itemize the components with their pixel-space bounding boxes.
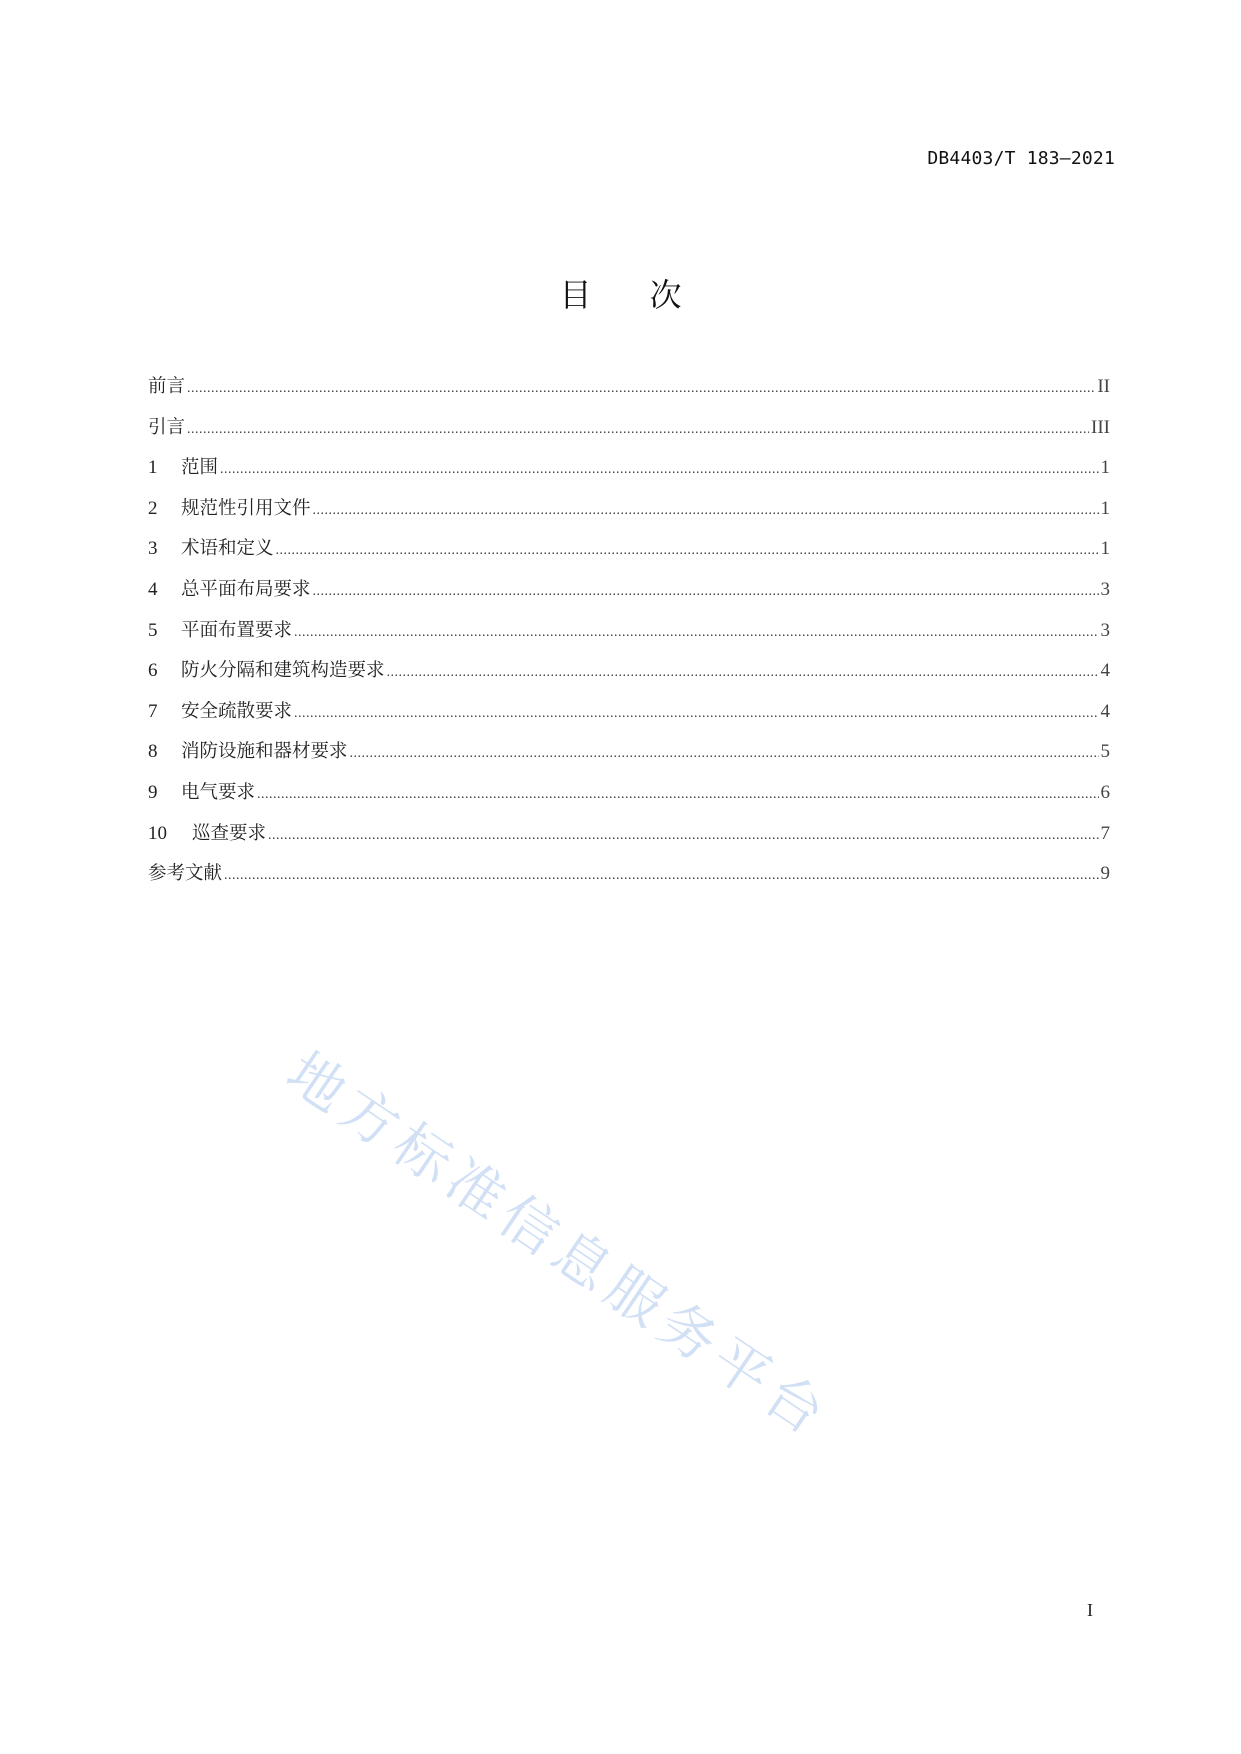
toc-entry-page: 4: [1100, 700, 1110, 722]
toc-entry-number: 7: [148, 700, 158, 722]
toc-entry-page: 3: [1100, 619, 1110, 641]
toc-entry-number: 8: [148, 741, 158, 763]
toc-entry-label: 规范性引用文件: [181, 497, 311, 519]
page-title-char-2: 次: [649, 276, 682, 314]
toc-entry-page: 4: [1100, 660, 1110, 682]
toc-entry-label: 总平面布局要求: [181, 578, 311, 600]
toc-leader-dots: [350, 746, 1099, 762]
toc-leader-dots: [294, 706, 1098, 722]
toc-entry-label: 巡查要求: [192, 822, 267, 844]
toc-entry-number: 10: [148, 822, 167, 844]
toc-entry-number: 9: [148, 781, 158, 803]
toc-entry-1[interactable]: [148, 453, 1110, 494]
toc-entry-page: 5: [1100, 741, 1110, 763]
toc-entry-foreword[interactable]: [148, 372, 1110, 413]
toc-leader-dots: [268, 828, 1098, 844]
toc-entry-label: 范围: [181, 457, 219, 479]
toc-entry-label: 安全疏散要求: [181, 700, 293, 722]
toc-entry-9[interactable]: [148, 778, 1110, 819]
watermark: 地方标准信息服务平台: [274, 1039, 842, 1452]
toc-entry-number: 2: [148, 497, 158, 519]
page-number: I: [1087, 1600, 1093, 1620]
toc-entry-introduction[interactable]: [148, 413, 1110, 454]
toc-leader-dots: [187, 422, 1089, 438]
toc-entry-8[interactable]: [148, 737, 1110, 778]
toc-entry-label: 前言: [148, 376, 186, 397]
toc-leader-dots: [220, 462, 1098, 478]
page-title: [0, 270, 1241, 316]
toc-leader-dots: [313, 584, 1099, 600]
toc-entry-4[interactable]: [148, 575, 1110, 616]
toc-entry-label: 电气要求: [181, 781, 256, 803]
toc-entry-3[interactable]: [148, 534, 1110, 575]
toc-entry-label: 参考文献: [148, 863, 223, 885]
toc-entry-label: 术语和定义: [181, 538, 274, 560]
toc-entry-label: 引言: [148, 416, 186, 438]
toc-entry-6[interactable]: [148, 656, 1110, 697]
toc-entry-label: 平面布置要求: [181, 619, 293, 641]
toc-entry-5[interactable]: [148, 616, 1110, 657]
toc-entry-page: 3: [1100, 578, 1110, 600]
toc-entry-page: II: [1097, 376, 1110, 397]
table-of-contents: [148, 372, 1110, 900]
toc-entry-label: 消防设施和器材要求: [181, 741, 348, 763]
toc-leader-dots: [294, 625, 1098, 641]
toc-leader-dots: [224, 868, 1098, 884]
toc-entry-7[interactable]: [148, 697, 1110, 738]
toc-entry-number: 5: [148, 619, 158, 641]
toc-entry-number: 6: [148, 660, 158, 682]
toc-entry-label: 防火分隔和建筑构造要求: [181, 660, 385, 682]
toc-entry-page: 9: [1100, 863, 1110, 885]
toc-entry-page: 1: [1100, 457, 1110, 479]
toc-entry-number: 1: [148, 457, 158, 479]
toc-entry-page: 1: [1100, 538, 1110, 560]
toc-entry-page: III: [1091, 416, 1110, 438]
toc-entry-2[interactable]: [148, 494, 1110, 535]
toc-leader-dots: [313, 503, 1099, 519]
toc-leader-dots: [276, 543, 1099, 559]
toc-entry-10[interactable]: [148, 819, 1110, 860]
toc-entry-page: 7: [1100, 822, 1110, 844]
toc-entry-number: 3: [148, 538, 158, 560]
toc-leader-dots: [387, 665, 1099, 681]
toc-entry-number: 4: [148, 578, 158, 600]
toc-entry-bibliography[interactable]: [148, 859, 1110, 900]
document-code: DB4403/T 183—2021: [927, 148, 1115, 169]
toc-leader-dots: [257, 787, 1098, 803]
page-title-char-1: 目: [559, 276, 592, 314]
toc-entry-page: 1: [1100, 497, 1110, 519]
toc-leader-dots: [187, 381, 1095, 397]
toc-entry-page: 6: [1100, 781, 1110, 803]
